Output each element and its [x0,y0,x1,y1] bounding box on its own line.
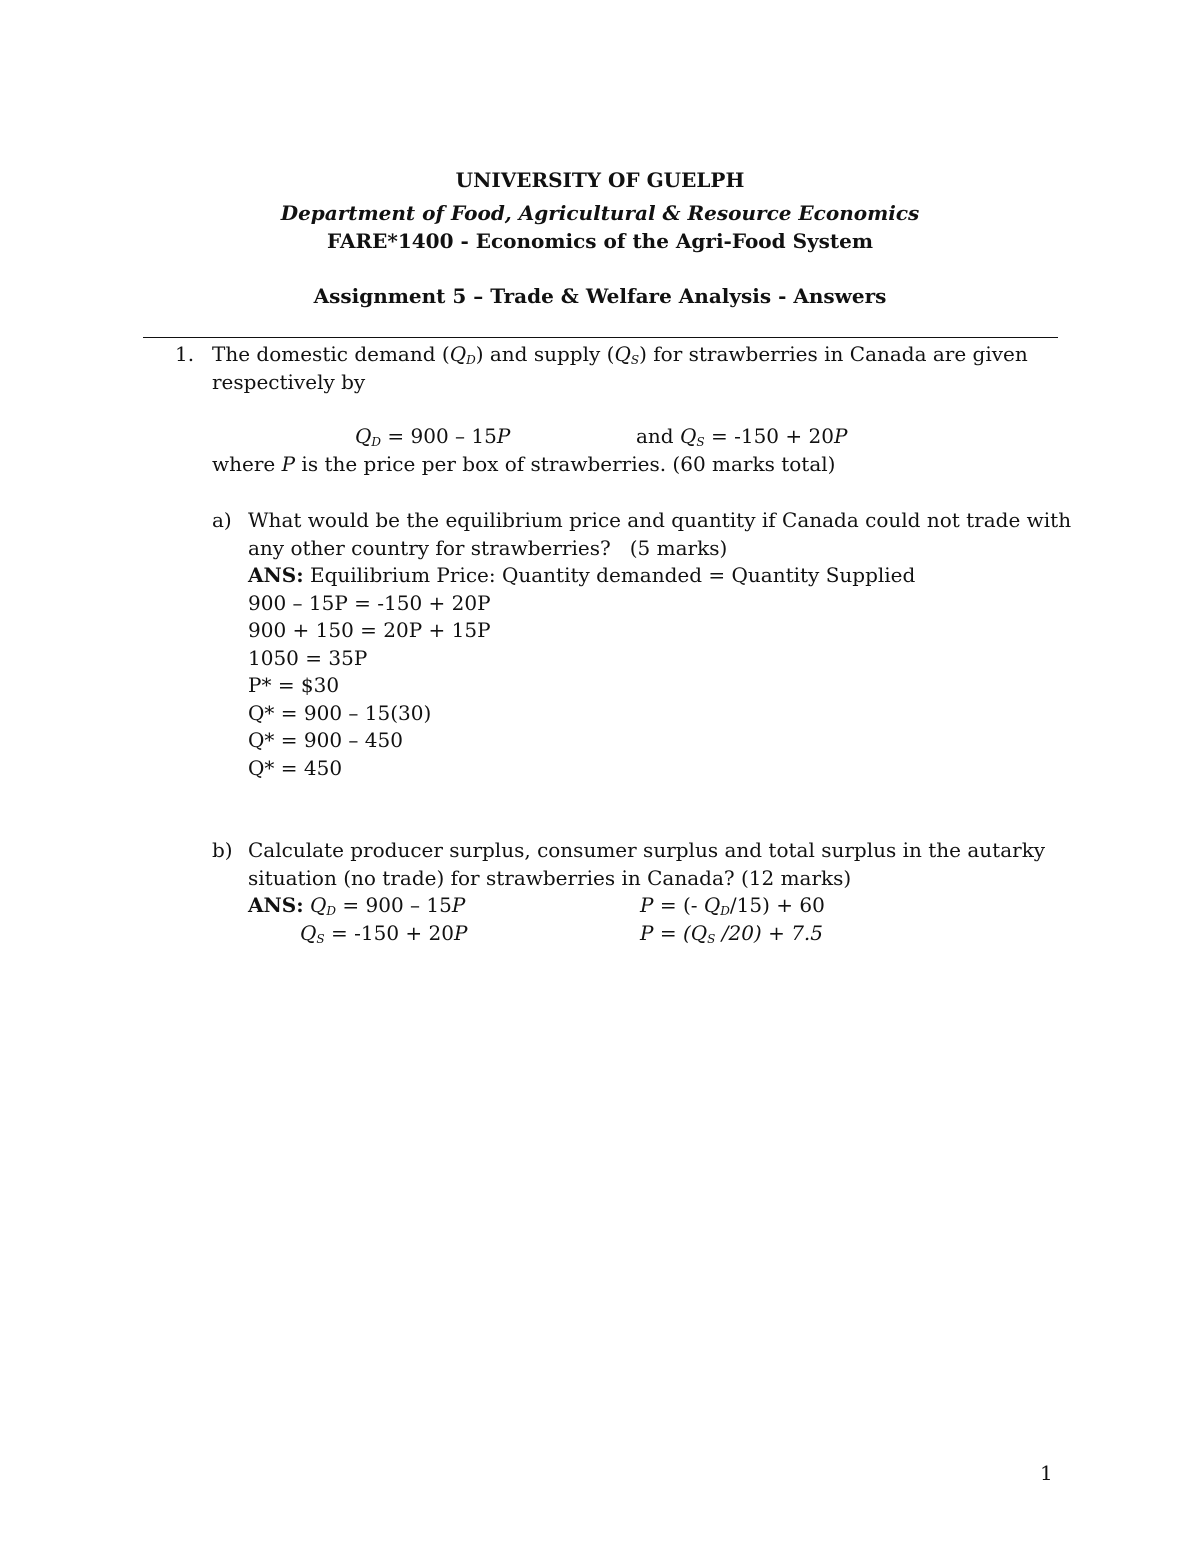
answer-step: 1050 = 35P [248,646,368,670]
assignment-title: Assignment 5 – Trade & Welfare Analysis - Answers [313,284,887,308]
part-a-label: a) [212,508,232,532]
part-b-label: b) [212,838,233,862]
answer-step: Q* = 450 [248,756,343,780]
part-a-question: What would be the equilibrium price and quantity if Canada could not trade with [248,508,1072,532]
course-title: FARE*1400 - Economics of the Agri-Food System [326,229,874,253]
part-b-question: Calculate producer surplus, consumer surplus and total surplus in the autarky [248,838,1046,862]
department-title: Department of Food, Agricultural & Resource Economics [280,201,920,225]
inverse-supply-equation: $P = (Q_S$ /20) + 7.5 [640,921,824,946]
part-a-answer: ANS: Equilibrium Price: Quantity demanded = Quantity Supplied [248,563,916,587]
university-title: UNIVERSITY OF GUELPH [455,168,745,192]
part-a-question-line2: any other country for strawberries? (5 marks) [248,536,728,560]
answer-step: P* = $30 [248,673,340,697]
part-b-question-line2: situation (no trade) for strawberries in Canada? (12 marks) [248,866,852,890]
part-b-demand-equation: ANS: $Q_D = 900 - 15P$ [248,893,466,918]
answer-step: 900 – 15P = -150 + 20P [248,591,491,615]
answer-step: Q* = 900 – 450 [248,728,403,752]
inverse-demand-equation: P = (- $Q_D/15) + 60$ [640,893,825,918]
demand-equation: $Q_D = 900 - 15P$ [355,424,511,449]
answer-step: 900 + 150 = 20P + 15P [248,618,491,642]
question-1-intro: The domestic demand $(Q_D)$ and supply $(Q_S)$ for strawberries in Canada are given [212,342,1028,367]
question-number: 1. [175,342,195,366]
question-1-intro-line2: respectively by [212,370,366,394]
answer-step: Q* = 900 – 15(30) [248,701,432,725]
page-number: 1 [1040,1461,1053,1485]
header-divider [143,337,1058,338]
price-definition: where P is the price per box of strawberries. (60 marks total) [212,452,836,476]
supply-equation: and $Q_S = -150 + 20P$ [636,424,848,449]
part-b-supply-equation: $Q_S = -150 + 20P$ [300,921,468,946]
